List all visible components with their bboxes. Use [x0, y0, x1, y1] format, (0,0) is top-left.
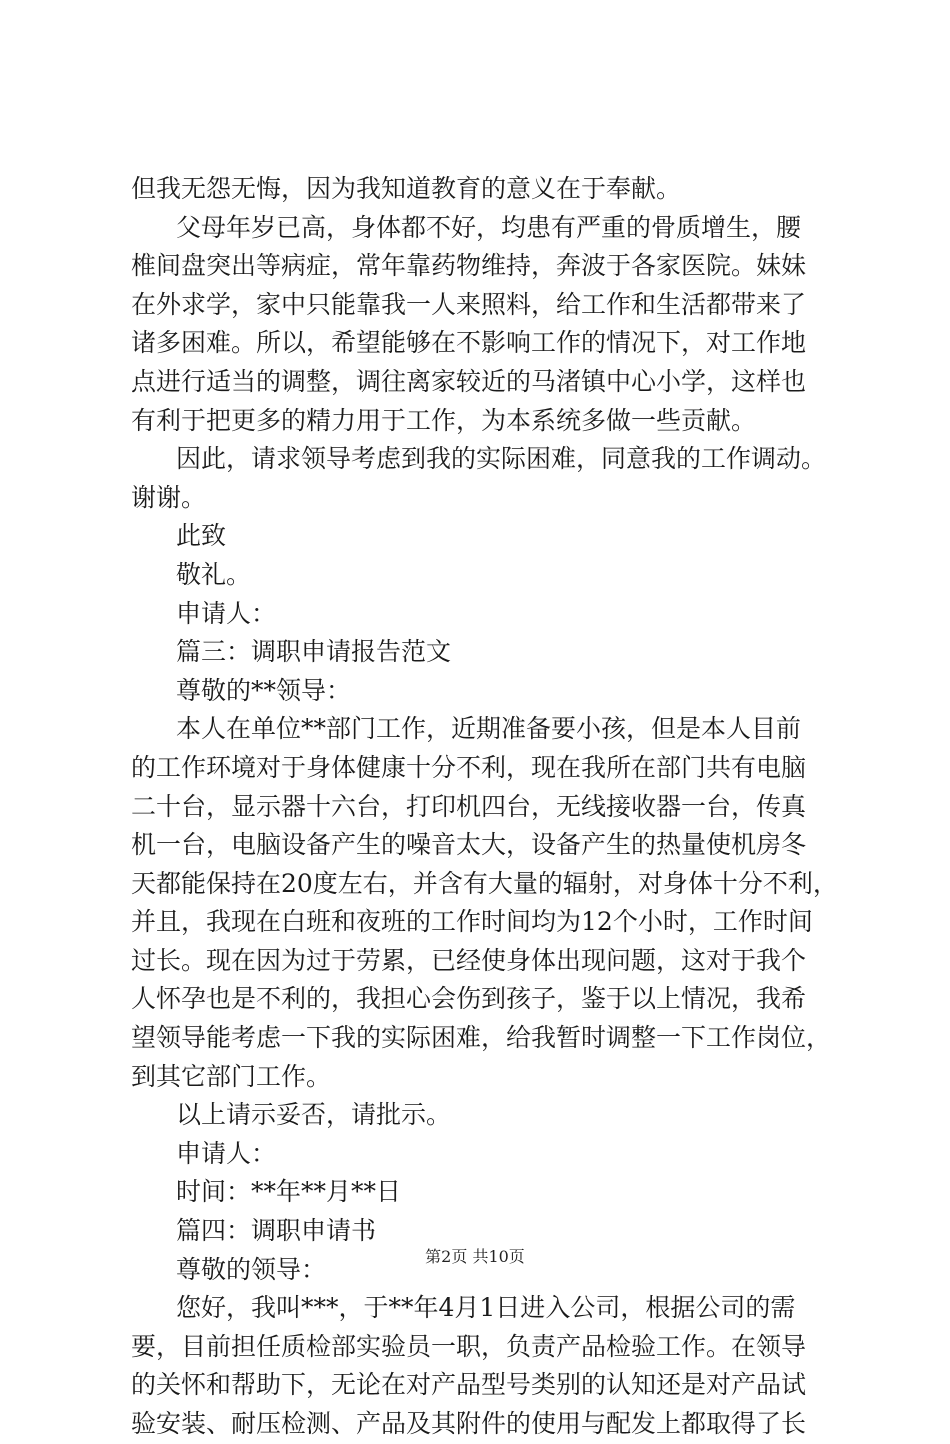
- text-line: 篇三：调职申请报告范文: [176, 637, 452, 667]
- text-line: 人怀孕也是不利的，我担心会伤到孩子，鉴于以上情况，我希: [131, 984, 807, 1014]
- page-footer: 第2页 共10页: [425, 1247, 525, 1266]
- text-line: 敬礼。: [176, 559, 252, 589]
- text-line: 但我无怨无悔，因为我知道教育的意义在于奉献。: [131, 174, 682, 203]
- text-line: 申请人：: [176, 598, 277, 628]
- text-line: 尊敬的领导：: [176, 1254, 327, 1284]
- text-line: 的关怀和帮助下，无论在对产品型号类别的认知还是对产品试: [131, 1370, 807, 1400]
- text-line: 您好，我叫***，于**年4月1日进入公司，根据公司的需: [176, 1293, 796, 1323]
- text-line: 本人在单位**部门工作，近期准备要小孩，但是本人目前: [176, 714, 802, 744]
- text-line: 二十台，显示器十六台，打印机四台，无线接收器一台，传真: [131, 791, 807, 821]
- text-line: 的工作环境对于身体健康十分不利，现在我所在部门共有电脑: [131, 752, 807, 782]
- text-line: 天都能保持在20度左右，并含有大量的辐射，对身体十分不利，: [131, 868, 838, 898]
- text-line: 有利于把更多的精力用于工作，为本系统多做一些贡献。: [131, 405, 757, 435]
- text-line: 此致: [176, 521, 227, 551]
- text-line: 在外求学，家中只能靠我一人来照料，给工作和生活都带来了: [131, 289, 807, 319]
- text-line: 要，目前担任质检部实验员一职，负责产品检验工作。在领导: [131, 1331, 807, 1361]
- text-line: 椎间盘突出等病症，常年靠药物维持，奔波于各家医院。妹妹: [131, 251, 807, 281]
- text-line: 以上请示妥否，请批示。: [176, 1100, 452, 1130]
- text-line: 父母年岁已高，身体都不好，均患有严重的骨质增生，腰: [176, 212, 802, 242]
- text-line: 机一台，电脑设备产生的噪音太大，设备产生的热量使机房冬: [131, 830, 807, 860]
- text-line: 因此，请求领导考虑到我的实际困难，同意我的工作调动。: [176, 444, 827, 474]
- text-line: 谢谢。: [131, 482, 207, 512]
- text-line: 到其它部门工作。: [131, 1061, 332, 1091]
- text-line: 诸多困难。所以，希望能够在不影响工作的情况下，对工作地: [131, 328, 807, 358]
- text-line: 并且，我现在白班和夜班的工作时间均为12个小时，工作时间: [131, 907, 813, 937]
- text-line: 望领导能考虑一下我的实际困难，给我暂时调整一下工作岗位，: [131, 1023, 832, 1053]
- text-line: 过长。现在因为过于劳累，已经使身体出现问题，这对于我个: [131, 945, 807, 975]
- text-line: 验安装、耐压检测、产品及其附件的使用与配发上都取得了长: [131, 1409, 807, 1438]
- text-line: 申请人：: [176, 1138, 277, 1168]
- text-line: 时间：**年**月**日: [176, 1177, 402, 1207]
- text-line: 点进行适当的调整，调往离家较近的马渚镇中心小学，这样也: [131, 366, 807, 396]
- text-line: 尊敬的**领导：: [176, 675, 352, 705]
- text-line: 篇四：调职申请书: [176, 1216, 377, 1246]
